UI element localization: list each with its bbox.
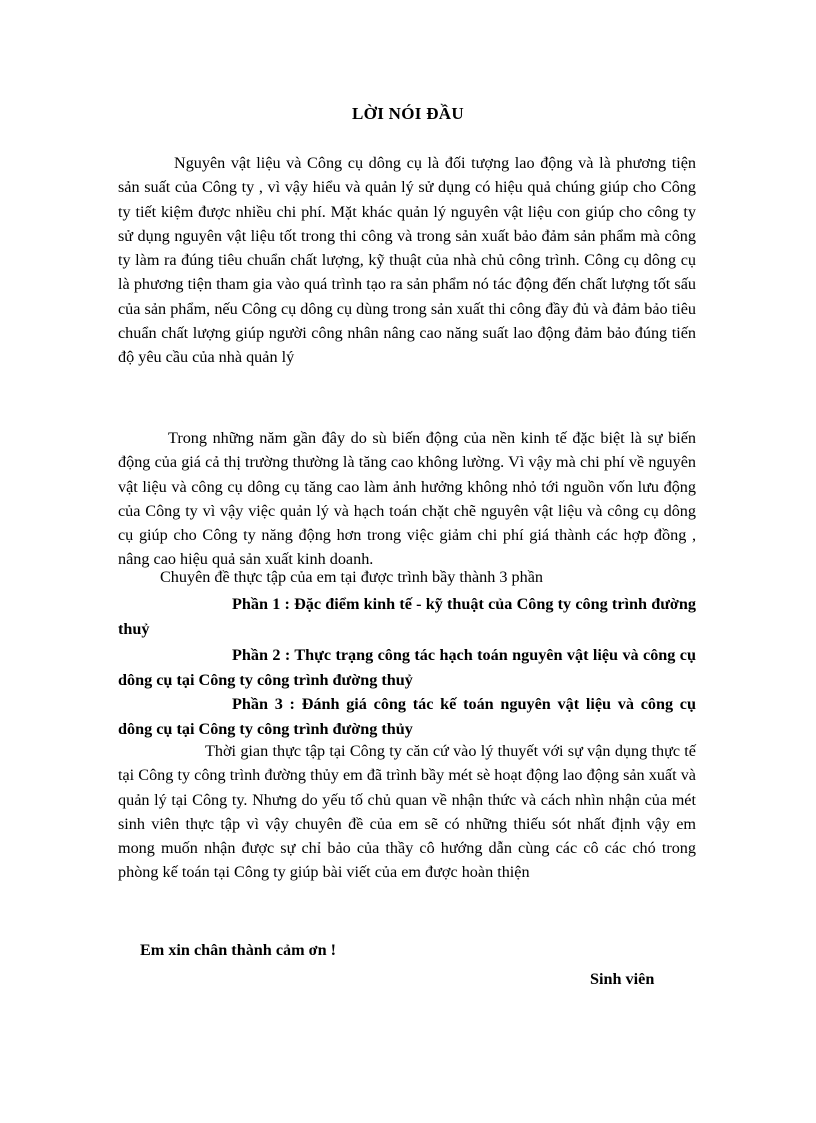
paragraph-3: Thời gian thực tập tại Công ty căn cứ vào lý thuyết với sự vận dụng thực tế tại Công ty công trình đường thủy em đã trình bầy mét sè hoạt động lao động sản xuất và quản lý tại Công ty. Nhưng do yếu tố chủ quan về nhận thức và cách nhìn nhận của mét sinh viên thực tập vì vậy chuyên đề của em sẽ có những thiếu sót nhất định vậy em mong muốn nhận được sự chỉ bảo của thầy cô hướng dẫn cùng các cô các chó trong phòng kế toán tại Công ty giúp bài viết của em được hoàn thiện xyxy=(118,742,696,882)
paragraph-2: Trong những năm gần đây do sù biến động của nền kinh tế đặc biệt là sự biến động của giá cả thị trường thường là tăng cao không lường. Vì vậy mà chi phí về nguyên vật liệu và công cụ dông cụ tăng cao làm ảnh hưởng không nhỏ tới nguồn vốn lưu động của Công ty vì vậy việc quản lý và hạch toán chặt chẽ nguyên vật liệu và công cụ dông cụ giúp cho Công ty năng động hơn trong việc giảm chi phí giá thành các hợp đồng , nâng cao hiệu quả sản xuất kinh doanh. xyxy=(118,429,696,569)
part-1-heading: Phần 1 : Đặc điểm kinh tế - kỹ thuật của Công ty công trình đường thuỷ xyxy=(118,595,696,638)
paragraph-1: Nguyên vật liệu và Công cụ dông cụ là đối tượng lao động và là phương tiện sản suất của Công ty , vì vậy hiểu và quản lý sử dụng có hiệu quả chúng giúp cho Công ty tiết kiệm được nhiều chi phí. Mặt khác quản lý nguyên vật liệu con giúp cho công ty sử dụng nguyên vật liệu tốt trong thi công và trong sản xuất bảo đảm sản phẩm mà công ty làm ra đúng tiêu chuẩn chất lượng, kỹ thuật của nhà chủ công trình. Công cụ dông cụ là phương tiện tham gia vào quá trình tạo ra sản phẩm nó tác động đến chất lượng tốt sấu của sản phẩm, nếu Công cụ dông cụ dùng trong sản xuất thi công đầy đủ và đảm bảo tiêu chuẩn chất lượng giúp người công nhân nâng cao năng suất lao động đảm bảo đúng tiến độ yêu cầu của nhà quản lý xyxy=(118,154,696,367)
signer-label: Sinh viên xyxy=(590,970,655,988)
thanks-line: Em xin chân thành cảm ơn ! xyxy=(140,941,337,959)
part-2-heading: Phần 2 : Thực trạng công tác hạch toán nguyên vật liệu và công cụ dông cụ tại Công ty công trình đường thuỷ xyxy=(118,646,696,689)
document-title: LỜI NÓI ĐẦU xyxy=(352,104,464,123)
part-3-heading: Phần 3 : Đánh giá công tác kế toán nguyên vật liệu và công cụ dông cụ tại Công ty công trình đường thủy xyxy=(118,695,696,738)
parts-intro: Chuyên đề thực tập của em tại được trình bầy thành 3 phần xyxy=(160,568,544,586)
